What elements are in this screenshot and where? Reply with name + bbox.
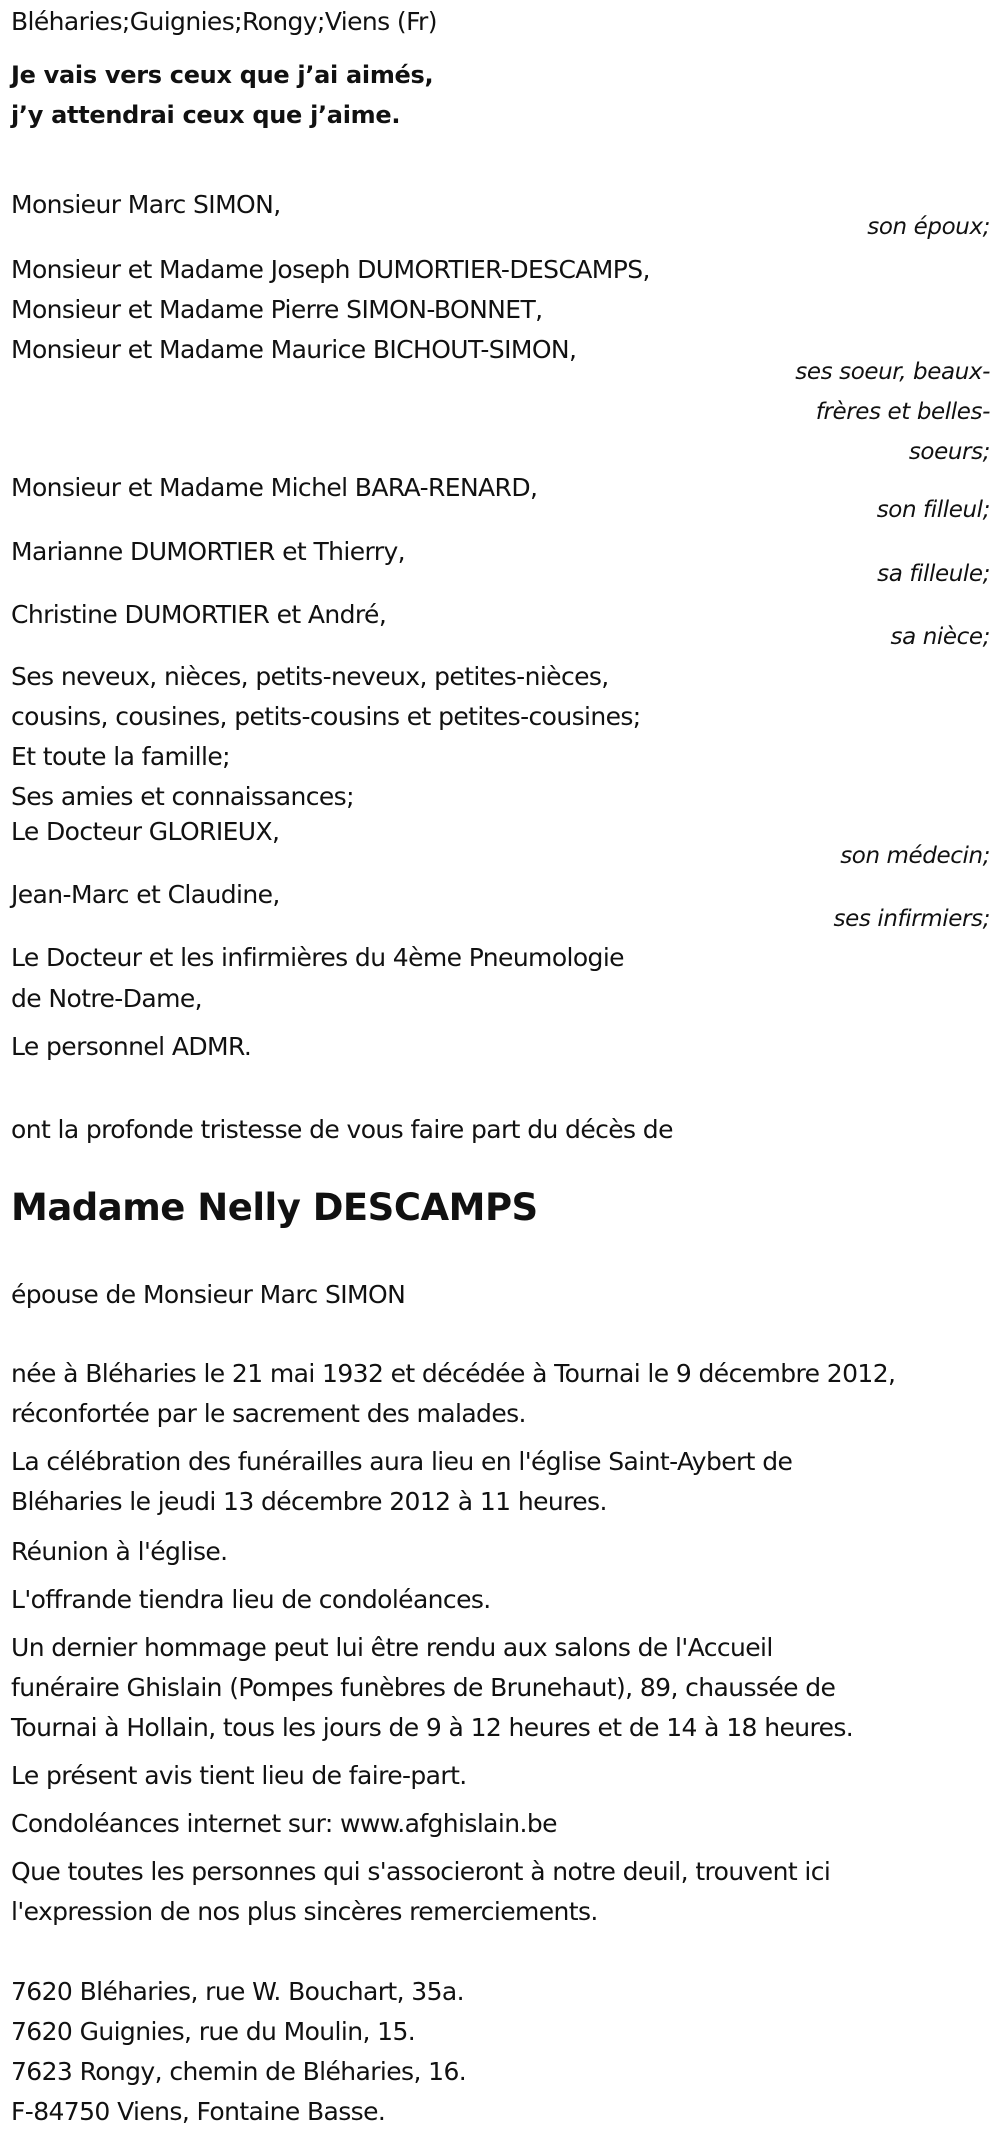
staff-line-2: de Notre-Dame, xyxy=(11,984,202,1013)
verse-line-1: Je vais vers ceux que j’ai aimés, xyxy=(11,61,434,89)
sibling-2: Monsieur et Madame Pierre SIMON-BONNET, xyxy=(11,295,543,324)
goddaughter-relation: sa filleule; xyxy=(877,561,990,587)
nurses-relation: ses infirmiers; xyxy=(833,906,990,932)
godson-relation: son filleul; xyxy=(876,497,990,523)
verse-line-2: j’y attendrai ceux que j’aime. xyxy=(11,101,401,129)
birth-death-line-1: née à Bléharies le 21 mai 1932 et décédée à Tournai le 9 décembre 2012, xyxy=(11,1359,896,1388)
birth-death-line-2: réconfortée par le sacrement des malades. xyxy=(11,1399,526,1428)
doctor-name: Le Docteur GLORIEUX, xyxy=(11,817,280,846)
goddaughter-name: Marianne DUMORTIER et Thierry, xyxy=(11,537,405,566)
address-4: F-84750 Viens, Fontaine Basse. xyxy=(11,2097,386,2126)
staff-line-3: Le personnel ADMR. xyxy=(11,1032,252,1061)
condolences-line: Condoléances internet sur: www.afghislain.be xyxy=(11,1809,557,1838)
address-3: 7623 Rongy, chemin de Bléharies, 16. xyxy=(11,2057,467,2086)
godson-name: Monsieur et Madame Michel BARA-RENARD, xyxy=(11,473,538,502)
address-1: 7620 Bléharies, rue W. Bouchart, 35a. xyxy=(11,1977,464,2006)
announcement-intro: ont la profonde tristesse de vous faire part du décès de xyxy=(11,1115,673,1144)
notice-line: Le présent avis tient lieu de faire-part. xyxy=(11,1761,467,1790)
viewing-line-1: Un dernier hommage peut lui être rendu aux salons de l'Accueil xyxy=(11,1633,773,1662)
deceased-name: Madame Nelly DESCAMPS xyxy=(11,1186,538,1229)
viewing-line-3: Tournai à Hollain, tous les jours de 9 à 12 heures et de 14 à 18 heures. xyxy=(11,1713,854,1742)
funeral-line-1: La célébration des funérailles aura lieu en l'église Saint-Aybert de xyxy=(11,1447,793,1476)
sibling-3: Monsieur et Madame Maurice BICHOUT-SIMON, xyxy=(11,335,577,364)
niece-name: Christine DUMORTIER et André, xyxy=(11,600,387,629)
thanks-line-2: l'expression de nos plus sincères remerciements. xyxy=(11,1897,598,1926)
meeting-line: Réunion à l'église. xyxy=(11,1537,228,1566)
others-line-2: cousins, cousines, petits-cousins et petites-cousines; xyxy=(11,702,641,731)
thanks-line-1: Que toutes les personnes qui s'associeront à notre deuil, trouvent ici xyxy=(11,1857,831,1886)
siblings-relation-3: soeurs; xyxy=(908,439,990,465)
nurses-name: Jean-Marc et Claudine, xyxy=(11,880,280,909)
locations-line: Bléharies;Guignies;Rongy;Viens (Fr) xyxy=(11,7,437,36)
spouse-relation: son époux; xyxy=(867,214,990,240)
doctor-relation: son médecin; xyxy=(840,843,990,869)
others-line-3: Et toute la famille; xyxy=(11,742,230,771)
others-line-4: Ses amies et connaissances; xyxy=(11,782,354,811)
funeral-line-2: Bléharies le jeudi 13 décembre 2012 à 11 heures. xyxy=(11,1487,607,1516)
spouse-of: épouse de Monsieur Marc SIMON xyxy=(11,1280,406,1309)
address-2: 7620 Guignies, rue du Moulin, 15. xyxy=(11,2017,416,2046)
niece-relation: sa nièce; xyxy=(890,624,990,650)
spouse-name: Monsieur Marc SIMON, xyxy=(11,190,281,219)
siblings-relation-1: ses soeur, beaux- xyxy=(795,359,990,385)
offering-line: L'offrande tiendra lieu de condoléances. xyxy=(11,1585,491,1614)
siblings-relation-2: frères et belles- xyxy=(815,399,990,425)
sibling-1: Monsieur et Madame Joseph DUMORTIER-DESCAMPS, xyxy=(11,255,650,284)
others-line-1: Ses neveux, nièces, petits-neveux, petites-nièces, xyxy=(11,662,609,691)
staff-line-1: Le Docteur et les infirmières du 4ème Pneumologie xyxy=(11,943,624,972)
viewing-line-2: funéraire Ghislain (Pompes funèbres de Brunehaut), 89, chaussée de xyxy=(11,1673,836,1702)
